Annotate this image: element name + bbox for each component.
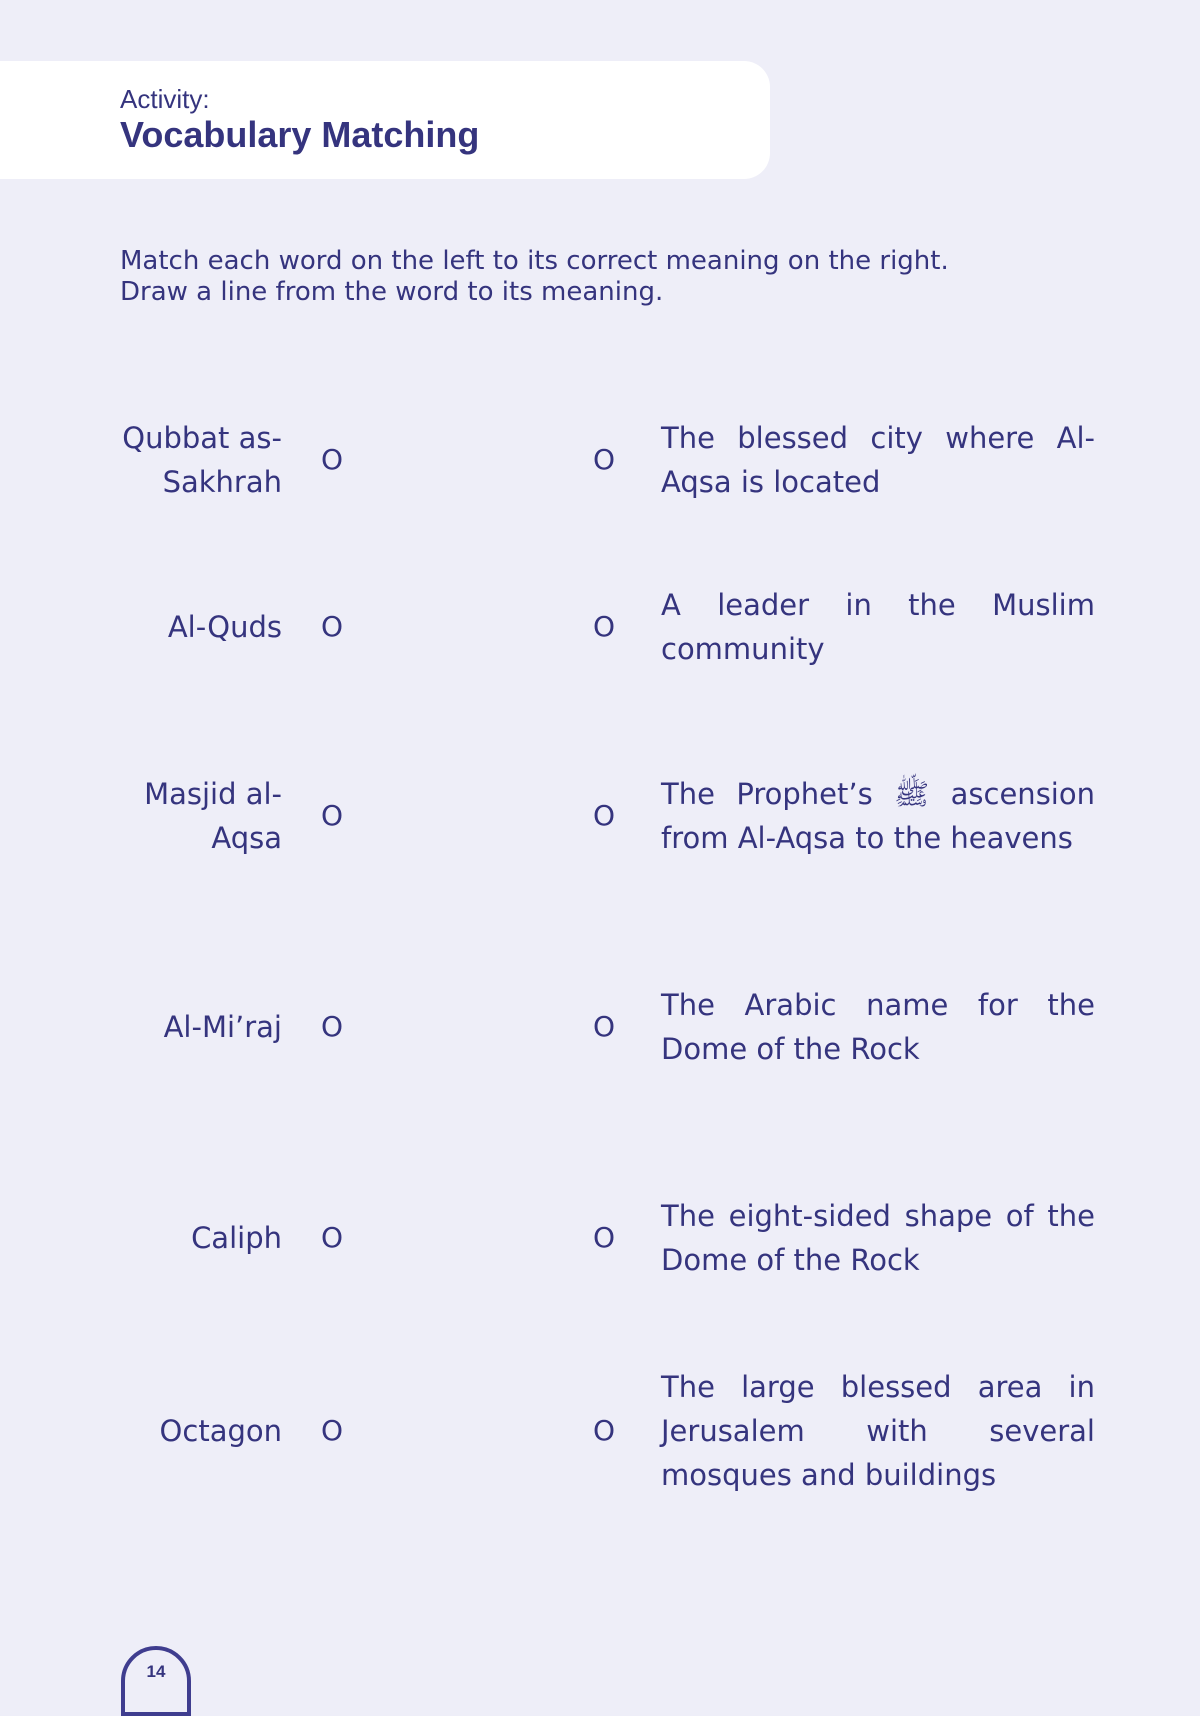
meaning-connector-dot[interactable]: O (593, 1414, 616, 1447)
word-connector-dot[interactable]: O (321, 799, 344, 832)
meaning-connector-dot[interactable]: O (593, 799, 616, 832)
word-connector-dot[interactable]: O (321, 610, 344, 643)
match-word: Qubbat as-Sakhrah (122, 421, 282, 499)
match-meaning: The large blessed area in Jerusalem with several mosques and buildings (661, 1370, 1095, 1492)
instructions (120, 246, 949, 308)
match-meaning: The Prophet’s ﷺ ascension from Al-Aqsa to the heavens (661, 777, 1095, 855)
instructions-line-1: Match each word on the left to its correct meaning on the right. (120, 246, 949, 276)
match-word: Al-Mi’raj (163, 1010, 282, 1044)
word-connector-dot[interactable]: O (321, 1414, 344, 1447)
word-connector-dot[interactable]: O (321, 1221, 344, 1254)
meaning-connector-dot[interactable]: O (593, 443, 616, 476)
activity-label: Activity: (120, 84, 210, 114)
match-word: Octagon (159, 1414, 282, 1448)
match-word: Caliph (191, 1221, 282, 1255)
meaning-connector-dot[interactable]: O (593, 1010, 616, 1043)
word-connector-dot[interactable]: O (321, 443, 344, 476)
meaning-connector-dot[interactable]: O (593, 1221, 616, 1254)
match-meaning: A leader in the Muslim community (661, 588, 1095, 666)
match-word: Masjid al-Aqsa (144, 777, 282, 855)
match-meaning: The Arabic name for the Dome of the Rock (661, 988, 1095, 1066)
page-number: 14 (146, 1662, 166, 1681)
match-meaning: The blessed city where Al-Aqsa is located (661, 421, 1095, 499)
page-title: Vocabulary Matching (120, 114, 480, 155)
meaning-connector-dot[interactable]: O (593, 610, 616, 643)
word-connector-dot[interactable]: O (321, 1010, 344, 1043)
match-meaning: The eight-sided shape of the Dome of the Rock (661, 1199, 1095, 1277)
match-word: Al-Quds (167, 610, 282, 644)
instructions-line-2: Draw a line from the word to its meaning. (120, 277, 664, 307)
